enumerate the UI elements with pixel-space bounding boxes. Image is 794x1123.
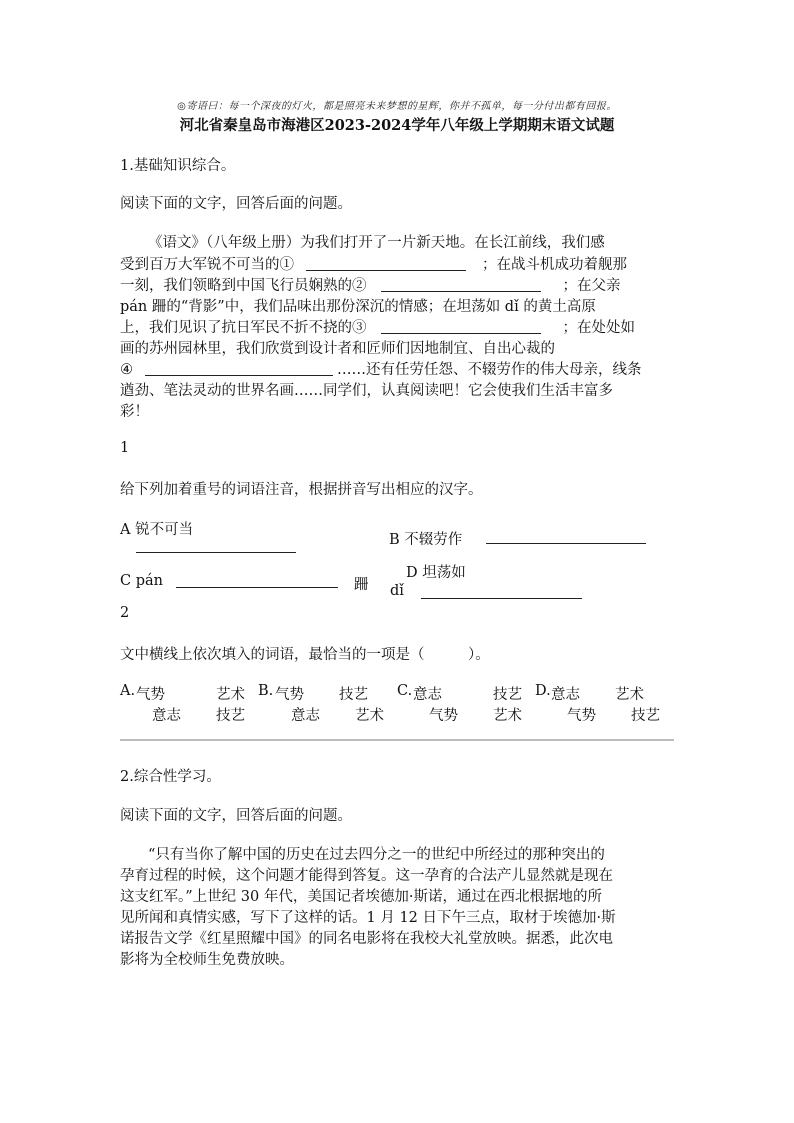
option-b-label: B. [258,683,274,699]
item-b-blank[interactable] [486,529,646,544]
sub-question-number: 2 [120,605,130,621]
item-a-blank[interactable] [136,538,296,553]
passage-text: ；在父亲 [562,278,621,294]
item-d-pinyin: dǐ [390,583,404,599]
passage-line [120,358,675,379]
item-d-label: D 坦荡如 [406,565,466,581]
answer-blank-4[interactable] [145,361,333,376]
option-a-word-2: 艺术 [216,687,245,703]
option-d-word-1: 意志 [551,687,580,703]
option-c-word-3: 气势 [429,708,458,724]
passage-text: 受到百万大军锐不可当的① [120,257,294,273]
motto-banner: ◎寄语曰：每一个深夜的灯火，都是照亮未来梦想的星辉，你并不孤单，每一分付出都有回报。 [177,101,617,112]
passage-line: 彩！ [120,404,149,420]
item-c-char: 跚 [354,577,369,593]
sub-question-number: 1 [120,440,130,456]
option-d-word-2: 艺术 [615,687,644,703]
option-c-word-4: 艺术 [493,708,522,724]
option-d-word-3: 气势 [567,708,596,724]
item-a-label: A 锐不可当 [120,522,194,538]
passage-line [120,274,675,295]
option-a-word-3: 意志 [152,708,181,724]
answer-blank-2[interactable] [381,277,541,292]
option-c-word-1: 意志 [413,687,442,703]
option-a-label: A. [120,683,136,699]
passage-line: 遒劲、笔法灵动的世界名画……同学们，认真阅读吧！它会使我们生活丰富多 [120,383,613,399]
answer-blank-1[interactable] [306,256,466,271]
item-b-label: B 不辍劳作 [389,532,463,548]
option-c-word-2: 技艺 [493,687,522,703]
passage-line [120,253,675,274]
q1-heading: 1.基础知识综合。 [120,158,236,174]
option-b-word-1: 气势 [275,687,304,703]
sub-question-prompt: 文中横线上依次填入的词语，最恰当的一项是（ ）。 [120,647,490,663]
passage-text: ④ [120,362,133,378]
item-c-label: C pán [120,573,163,589]
item-d-blank[interactable] [421,584,582,599]
passage-text: 上，我们见识了抗日军民不折不挠的③ [120,320,367,336]
passage-text: ……还有任劳任怨、不辍劳作的伟大母亲，线条 [337,362,642,378]
q1-instruction: 阅读下面的文字，回答后面的问题。 [120,196,352,212]
item-c-blank[interactable] [176,573,338,588]
option-c-label: C. [397,683,413,699]
q2-instruction: 阅读下面的文字，回答后面的问题。 [120,808,352,824]
option-b-word-3: 意志 [291,708,320,724]
passage-line: 孕育过程的时候，这个问题才能得到答复。这一孕育的合法产儿显然就是现在 [120,868,613,884]
passage-line: pán 跚的“背影”中，我们品味出那份深沉的情感；在坦荡如 dǐ 的黄土高原 [120,299,596,315]
option-b-word-2: 技艺 [339,687,368,703]
answer-blank-3[interactable] [381,319,541,334]
passage-line: 《语文》（八年级上册）为我们打开了一片新天地。在长江前线，我们感 [148,235,605,251]
passage-text: 一刻，我们领略到中国飞行员娴熟的② [120,278,367,294]
passage-line: 诺报告文学《红星照耀中国》的同名电影将在我校大礼堂放映。据悉，此次电 [120,931,613,947]
option-a-word-4: 技艺 [216,708,245,724]
passage-line: 这支红军。”上世纪 30 年代，美国记者埃德加·斯诺，通过在西北根据地的所 [120,889,602,905]
option-a-word-1: 气势 [136,687,165,703]
option-d-label: D. [535,683,551,699]
passage-line: 画的苏州园林里，我们欣赏到设计者和匠师们因地制宜、自出心裁的 [120,341,555,357]
passage-line [120,316,675,337]
passage-line: 见所闻和真情实感，写下了这样的话。1 月 12 日下午三点，取材于埃德加·斯 [120,910,616,926]
option-b-word-4: 艺术 [355,708,384,724]
passage-line: 影将为全校师生免费放映。 [120,952,294,968]
q2-heading: 2.综合性学习。 [120,769,221,785]
passage-line: “只有当你了解中国的历史在过去四分之一的世纪中所经过的那种突出的 [148,847,605,863]
option-d-word-4: 技艺 [631,708,660,724]
passage-text: ；在处处如 [562,320,635,336]
page-title: 河北省秦皇岛市海港区2023-2024学年八年级上学期期末语文试题 [179,117,615,134]
passage-text: ；在战斗机成功着舰那 [482,257,627,273]
sub-question-prompt: 给下列加着重号的词语注音，根据拼音写出相应的汉字。 [120,482,483,498]
section-divider [120,739,674,741]
